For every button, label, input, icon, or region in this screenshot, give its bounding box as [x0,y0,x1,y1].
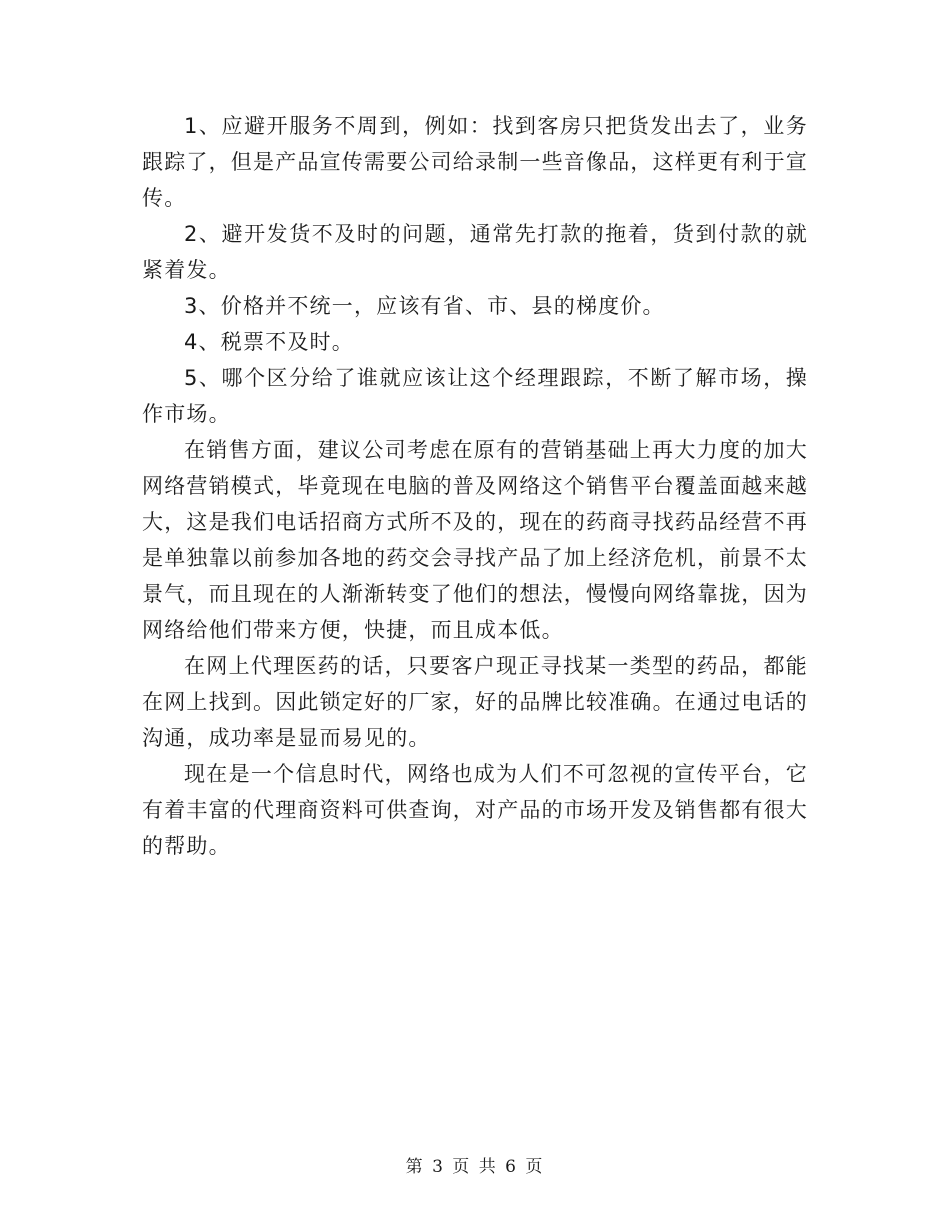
list-item-2: 2、避开发货不及时的问题，通常先打款的拖着，货到付款的就紧着发。 [142,222,808,282]
list-item-4: 4、税票不及时。 [184,330,354,354]
list-item-3: 3、价格并不统一，应该有省、市、县的梯度价。 [184,294,665,318]
page-number-footer: 第 3 页 共 6 页 [405,1157,545,1177]
paragraph-information-age: 现在是一个信息时代，网络也成为人们不可忽视的宣传平台，它有着丰富的代理商资料可供查询，对产品的市场开发及销售都有很大的帮助。 [142,762,808,858]
list-item-1: 1、应避开服务不周到，例如：找到客房只把货发出去了，业务跟踪了，但是产品宣传需要公司给录制一些音像品，这样更有利于宣传。 [142,114,808,210]
paragraph-sales: 在销售方面，建议公司考虑在原有的营销基础上再大力度的加大网络营销模式，毕竟现在电脑的普及网络这个销售平台覆盖面越来越大，这是我们电话招商方式所不及的，现在的药商寻找药品经营不再是单独靠以前参加各地的药交会寻找产品了加上经济危机，前景不太景气，而且现在的人渐渐转变了他们的想法，慢慢向网络靠拢，因为网络给他们带来方便，快捷，而且成本低。 [142,438,808,642]
document-body [142,108,808,864]
list-item-5: 5、哪个区分给了谁就应该让这个经理跟踪，不断了解市场，操作市场。 [142,366,808,426]
paragraph-online-agency: 在网上代理医药的话，只要客户现正寻找某一类型的药品，都能在网上找到。因此锁定好的厂家，好的品牌比较准确。在通过电话的沟通，成功率是显而易见的。 [142,654,808,750]
